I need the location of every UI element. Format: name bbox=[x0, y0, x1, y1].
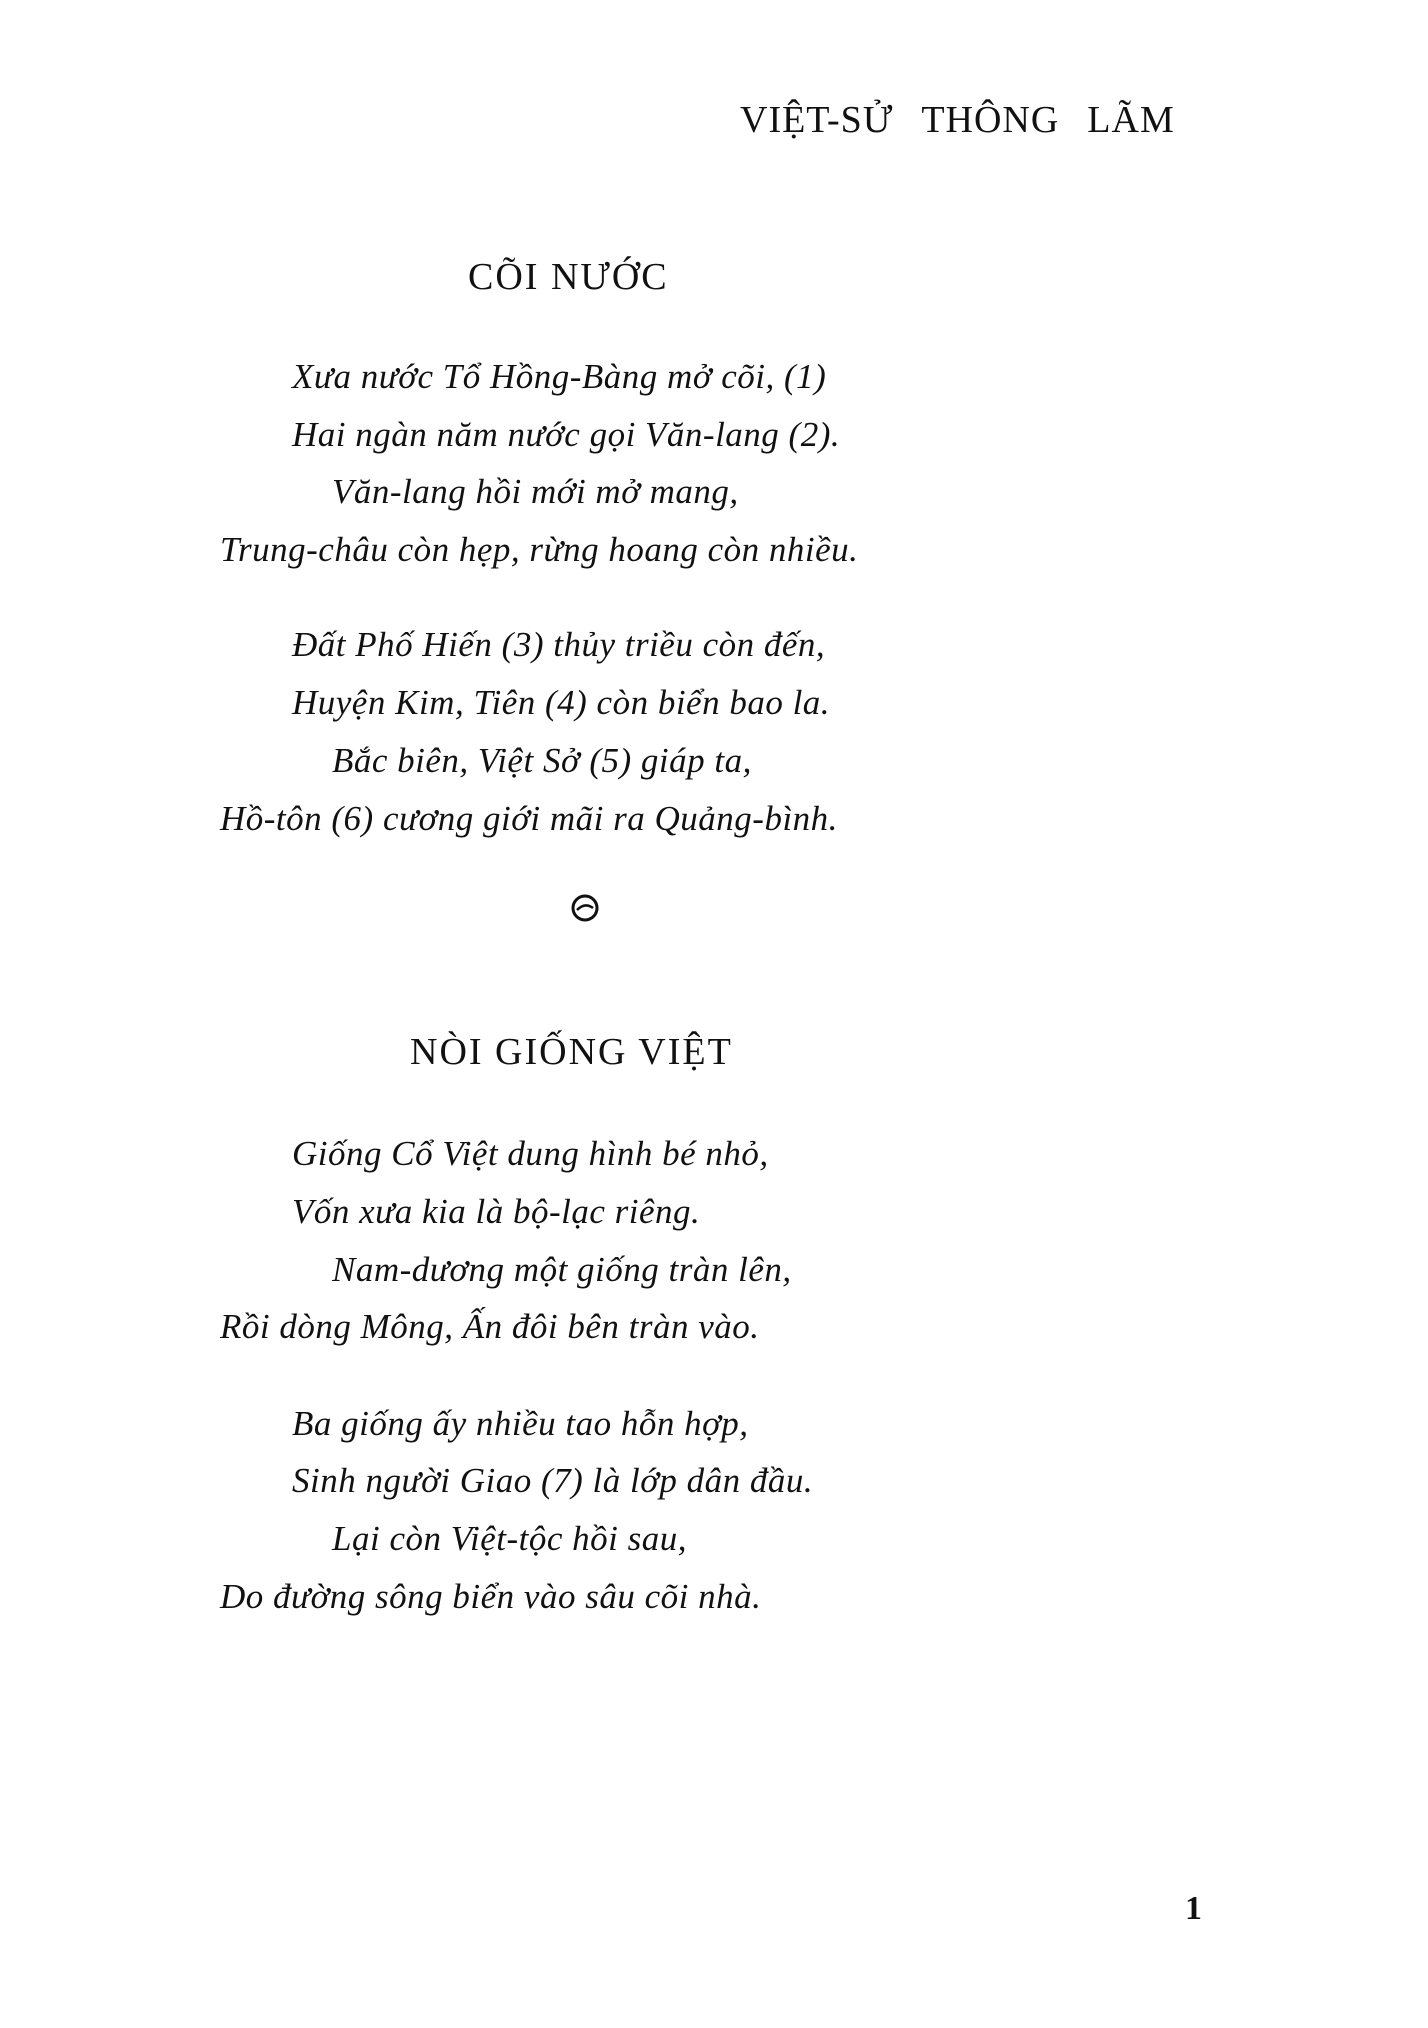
poem-line: Giống Cổ Việt dung hình bé nhỏ, bbox=[292, 1134, 769, 1173]
poem-line: Vốn xưa kia là bộ-lạc riêng. bbox=[292, 1192, 701, 1231]
page-number: 1 bbox=[1185, 1890, 1202, 1927]
poem-line: Rồi dòng Mông, Ấn đôi bên tràn vào. bbox=[220, 1307, 760, 1346]
poem-line: Ba giống ấy nhiều tao hỗn hợp, bbox=[292, 1404, 749, 1443]
poem-line: Huyện Kim, Tiên (4) còn biển bao la. bbox=[292, 683, 831, 722]
poem-line: Sinh người Giao (7) là lớp dân đầu. bbox=[292, 1461, 814, 1500]
poem-line: Văn-lang hồi mới mở mang, bbox=[332, 472, 739, 511]
section-title-noi-giong-viet: NÒI GIỐNG VIỆT bbox=[410, 1031, 733, 1073]
section-title-coi-nuoc: CÕI NƯỚC bbox=[468, 256, 669, 298]
poem-line: Hồ-tôn (6) cương giới mãi ra Quảng-bình. bbox=[220, 799, 838, 838]
running-header-word: THÔNG bbox=[921, 99, 1060, 141]
circle-flourish-icon bbox=[570, 893, 600, 923]
running-header-word: VIỆT-SỬ bbox=[740, 99, 894, 141]
poem-line: Xưa nước Tổ Hồng-Bàng mở cõi, (1) bbox=[292, 357, 827, 396]
poem-line: Do đường sông biển vào sâu cõi nhà. bbox=[220, 1577, 762, 1616]
poem-line: Đất Phố Hiến (3) thủy triều còn đến, bbox=[292, 625, 826, 664]
poem-line: Bắc biên, Việt Sở (5) giáp ta, bbox=[332, 741, 752, 780]
poem-line: Trung-châu còn hẹp, rừng hoang còn nhiều. bbox=[220, 530, 859, 569]
running-header-word: LÃM bbox=[1087, 99, 1175, 141]
poem-line: Hai ngàn năm nước gọi Văn-lang (2). bbox=[292, 415, 841, 454]
running-header bbox=[740, 98, 1203, 142]
poem-line: Lại còn Việt-tộc hồi sau, bbox=[332, 1519, 687, 1558]
poem-line: Nam-dương một giống tràn lên, bbox=[332, 1250, 792, 1289]
